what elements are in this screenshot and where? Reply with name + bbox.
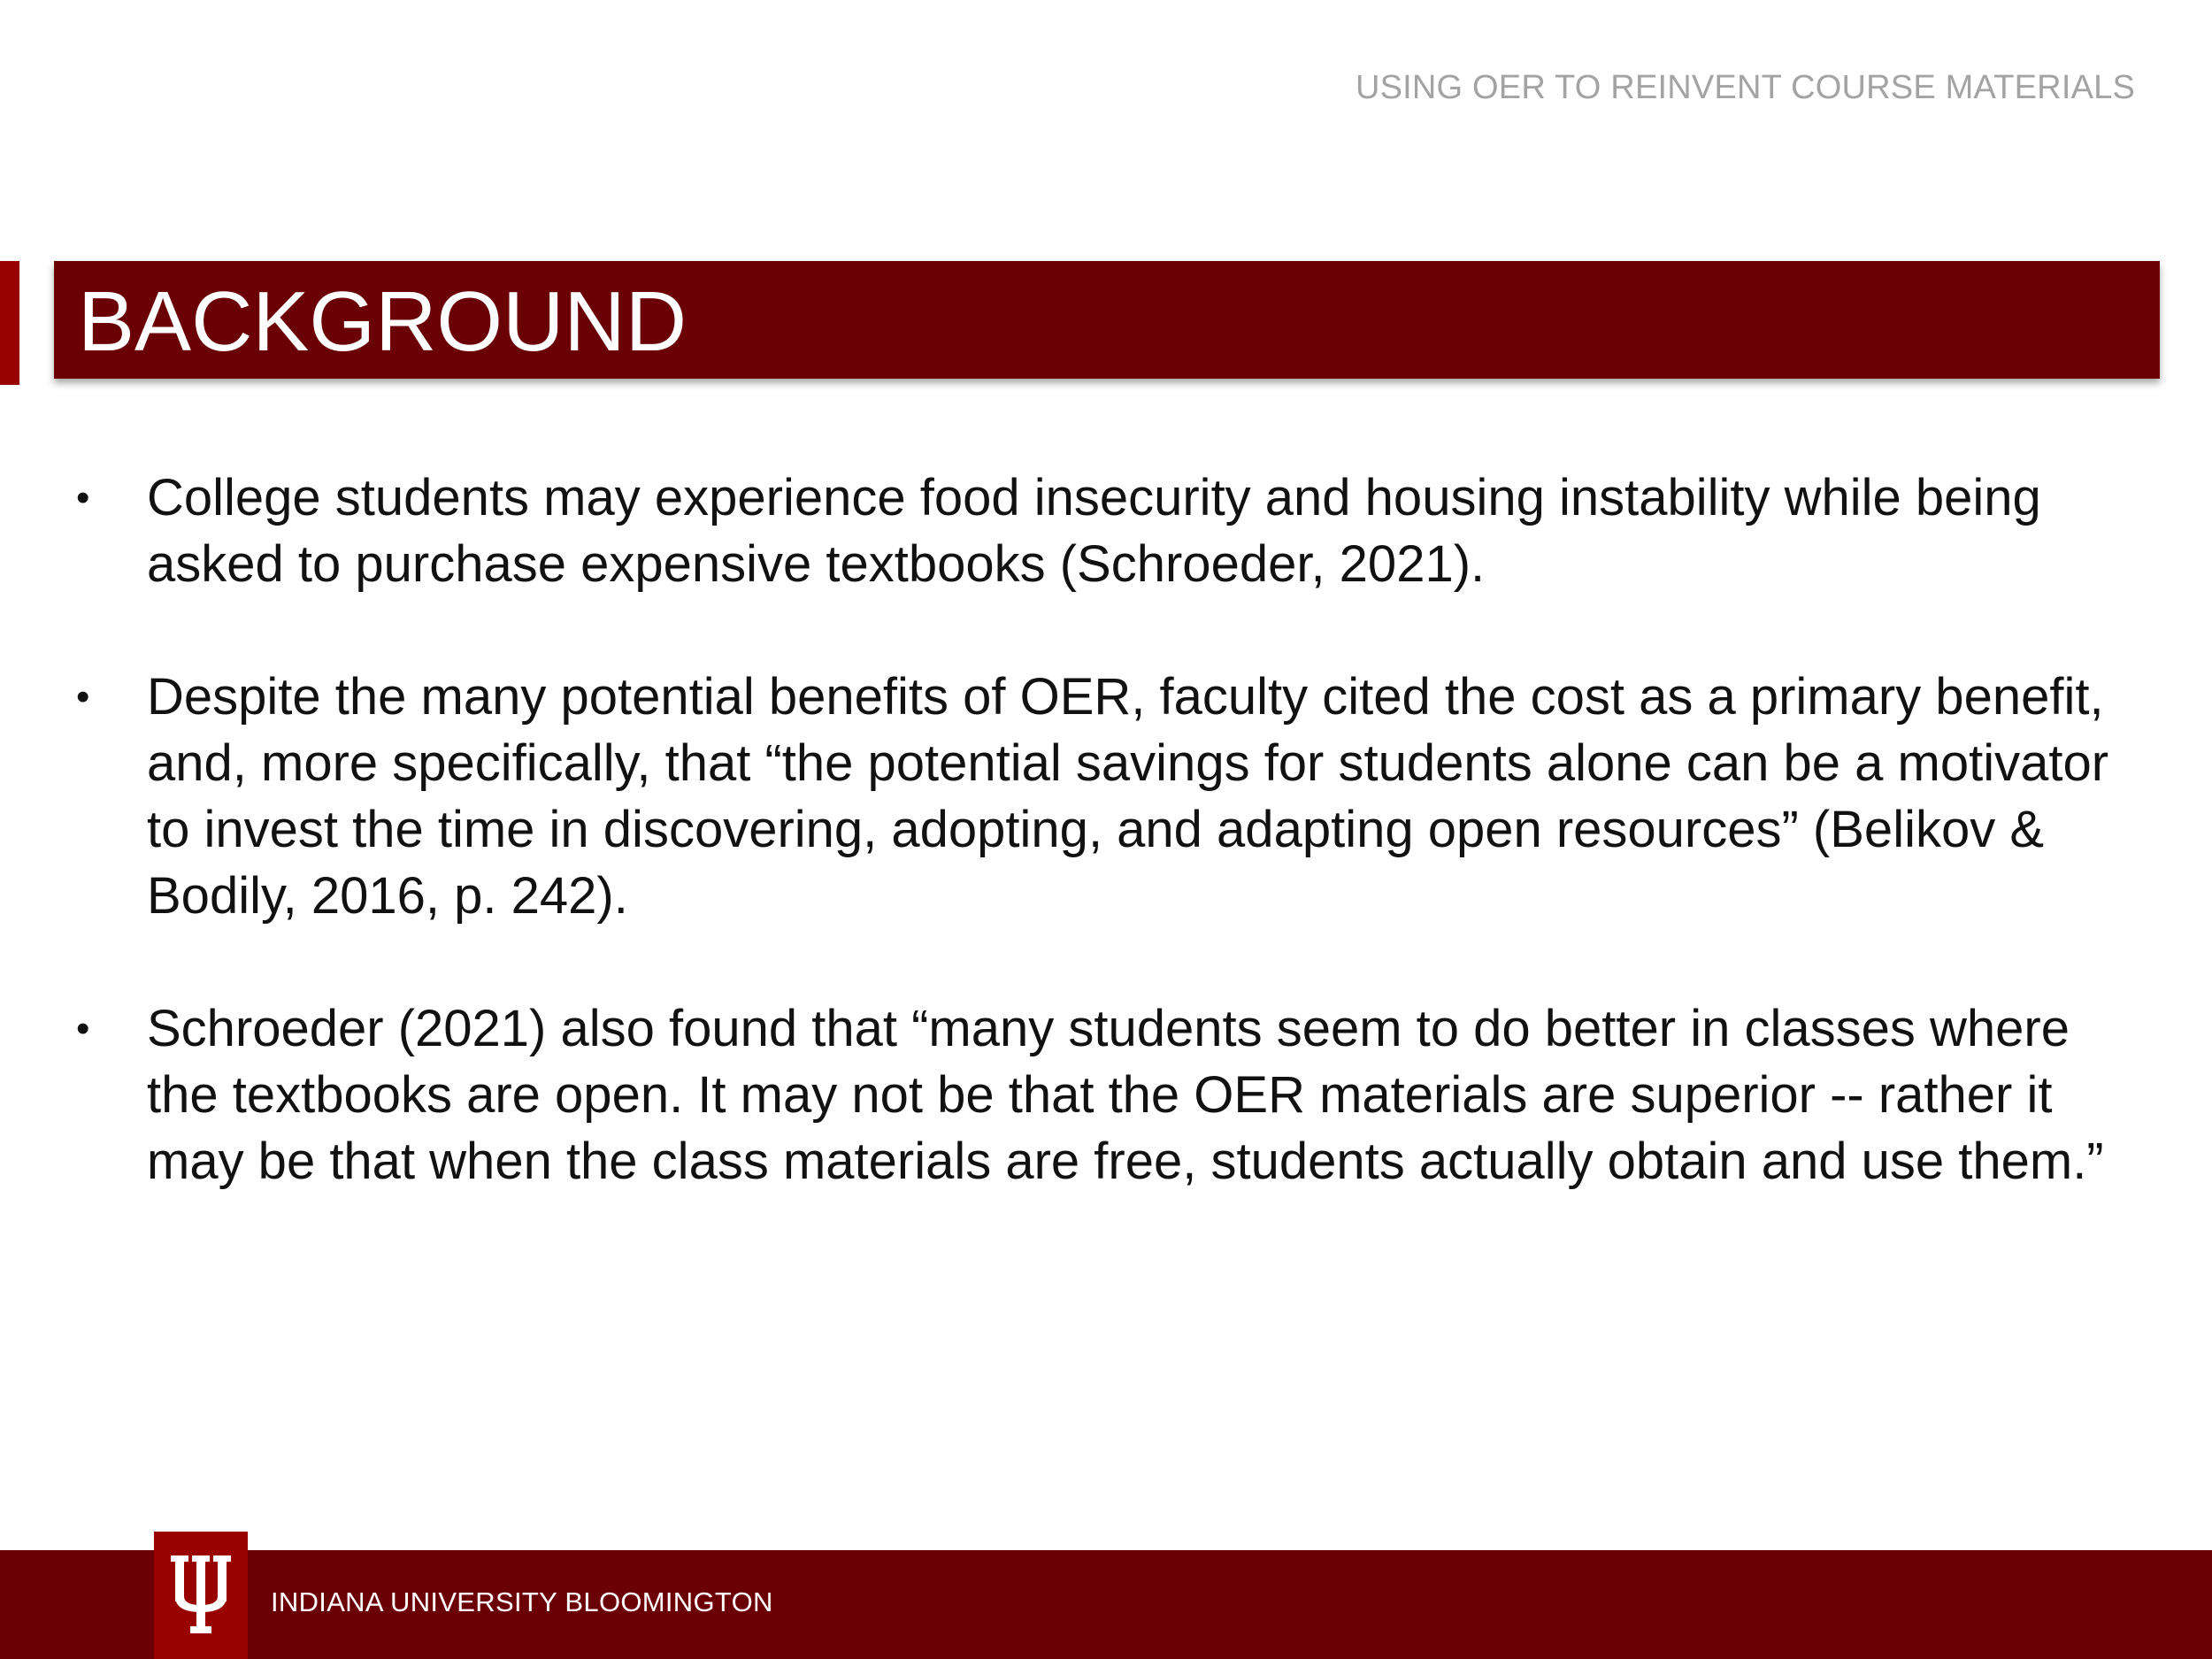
title-banner (54, 261, 2160, 379)
bullet-marker: • (76, 1007, 90, 1050)
title-accent-bar (0, 261, 19, 385)
bullet-item (76, 995, 2138, 1194)
bullet-text: College students may experience food insecurity and housing instability while being asked to purchase expensive textbooks (Schroeder, 2021). (147, 469, 2041, 593)
slide-title: BACKGROUND (78, 274, 687, 369)
bullet-list (76, 465, 2138, 1261)
iu-trident-glyph (171, 1555, 231, 1635)
iu-trident-icon (154, 1532, 248, 1659)
bullet-item (76, 465, 2138, 597)
bullet-marker: • (76, 675, 90, 718)
running-header: USING OER TO REINVENT COURSE MATERIALS (1355, 69, 2135, 106)
bullet-marker: • (76, 476, 90, 519)
bullet-text: Schroeder (2021) also found that “many students seem to do better in classes where the textbooks are open. It may not be that the OER materials are superior -- rather it may be that when the class materials are free, students actually obtain and use them.” (147, 1000, 2104, 1190)
bullet-item (76, 664, 2138, 929)
bullet-text: Despite the many potential benefits of OER, faculty cited the cost as a primary benefit, and, more specifically, that “the potential savings for students alone can be a motivator to invest the time in discovering, adopting, and adapting open resources” (Belikov & Bodily, 2016, p. 242). (147, 668, 2109, 925)
institution-name: INDIANA UNIVERSITY BLOOMINGTON (271, 1586, 773, 1617)
